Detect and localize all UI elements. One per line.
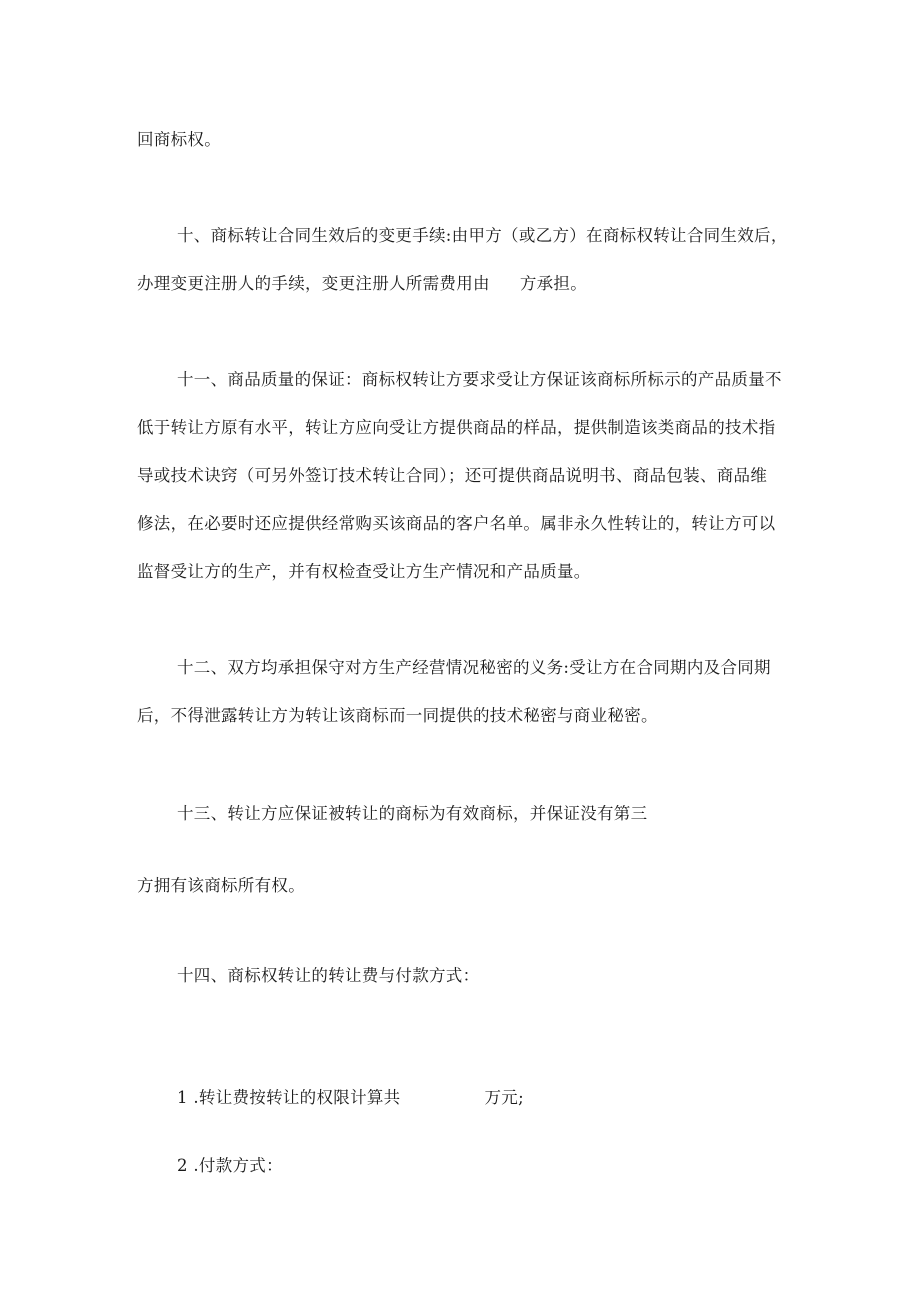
clause-13-line-1: 十三、转让方应保证被转让的商标为有效商标，并保证没有第三 [177,804,648,823]
clause-12-line-2: 后，不得泄露转让方为转让该商标而一同提供的技术秘密与商业秘密。 [137,706,658,725]
clause-10-line-2 [137,274,587,294]
list-item-2: 2 .付款方式： [177,1156,283,1175]
clause-13-line-2: 方拥有该商标所有权。 [137,876,305,895]
clause-14-line-1: 十四、商标权转让的转让费与付款方式： [177,966,480,985]
clause-11-line-2: 低于转让方原有水平，转让方应向受让方提供商品的样品，提供制造该类商品的技术指 [137,418,776,437]
clause-10-line-1: 十、商标转让合同生效后的变更手续:由甲方（或乙方）在商标权转让合同生效后， [177,226,788,245]
list-item-1 [177,1088,524,1108]
clause-11-line-3: 导或技术诀窍（可另外签订技术转让合同）；还可提供商品说明书、商品包装、商品维 [137,466,768,485]
clause-12-line-1: 十二、双方均承担保守对方生产经营情况秘密的义务:受让方在合同期内及合同期 [177,658,771,677]
clause-10-line-2-text-a: 办理变更注册人的手续，变更注册人所需费用由 [137,274,490,293]
paragraph-continuation: 回商标权。 [137,130,221,149]
clause-10-line-2-text-b: 方承担。 [519,274,588,293]
list-item-1-text-a: 1 .转让费按转让的权限计算共 [177,1088,401,1107]
clause-11-line-1: 十一、商品质量的保证：商标权转让方要求受让方保证该商标所标示的产品质量不 [177,370,782,389]
list-item-1-text-b: 万元; [484,1088,524,1107]
clause-11-line-4: 修法，在必要时还应提供经常购买该商品的客户名单。属非永久性转让的，转让方可以 [137,514,776,533]
clause-11-line-5: 监督受让方的生产，并有权检查受让方生产情况和产品质量。 [137,562,591,581]
